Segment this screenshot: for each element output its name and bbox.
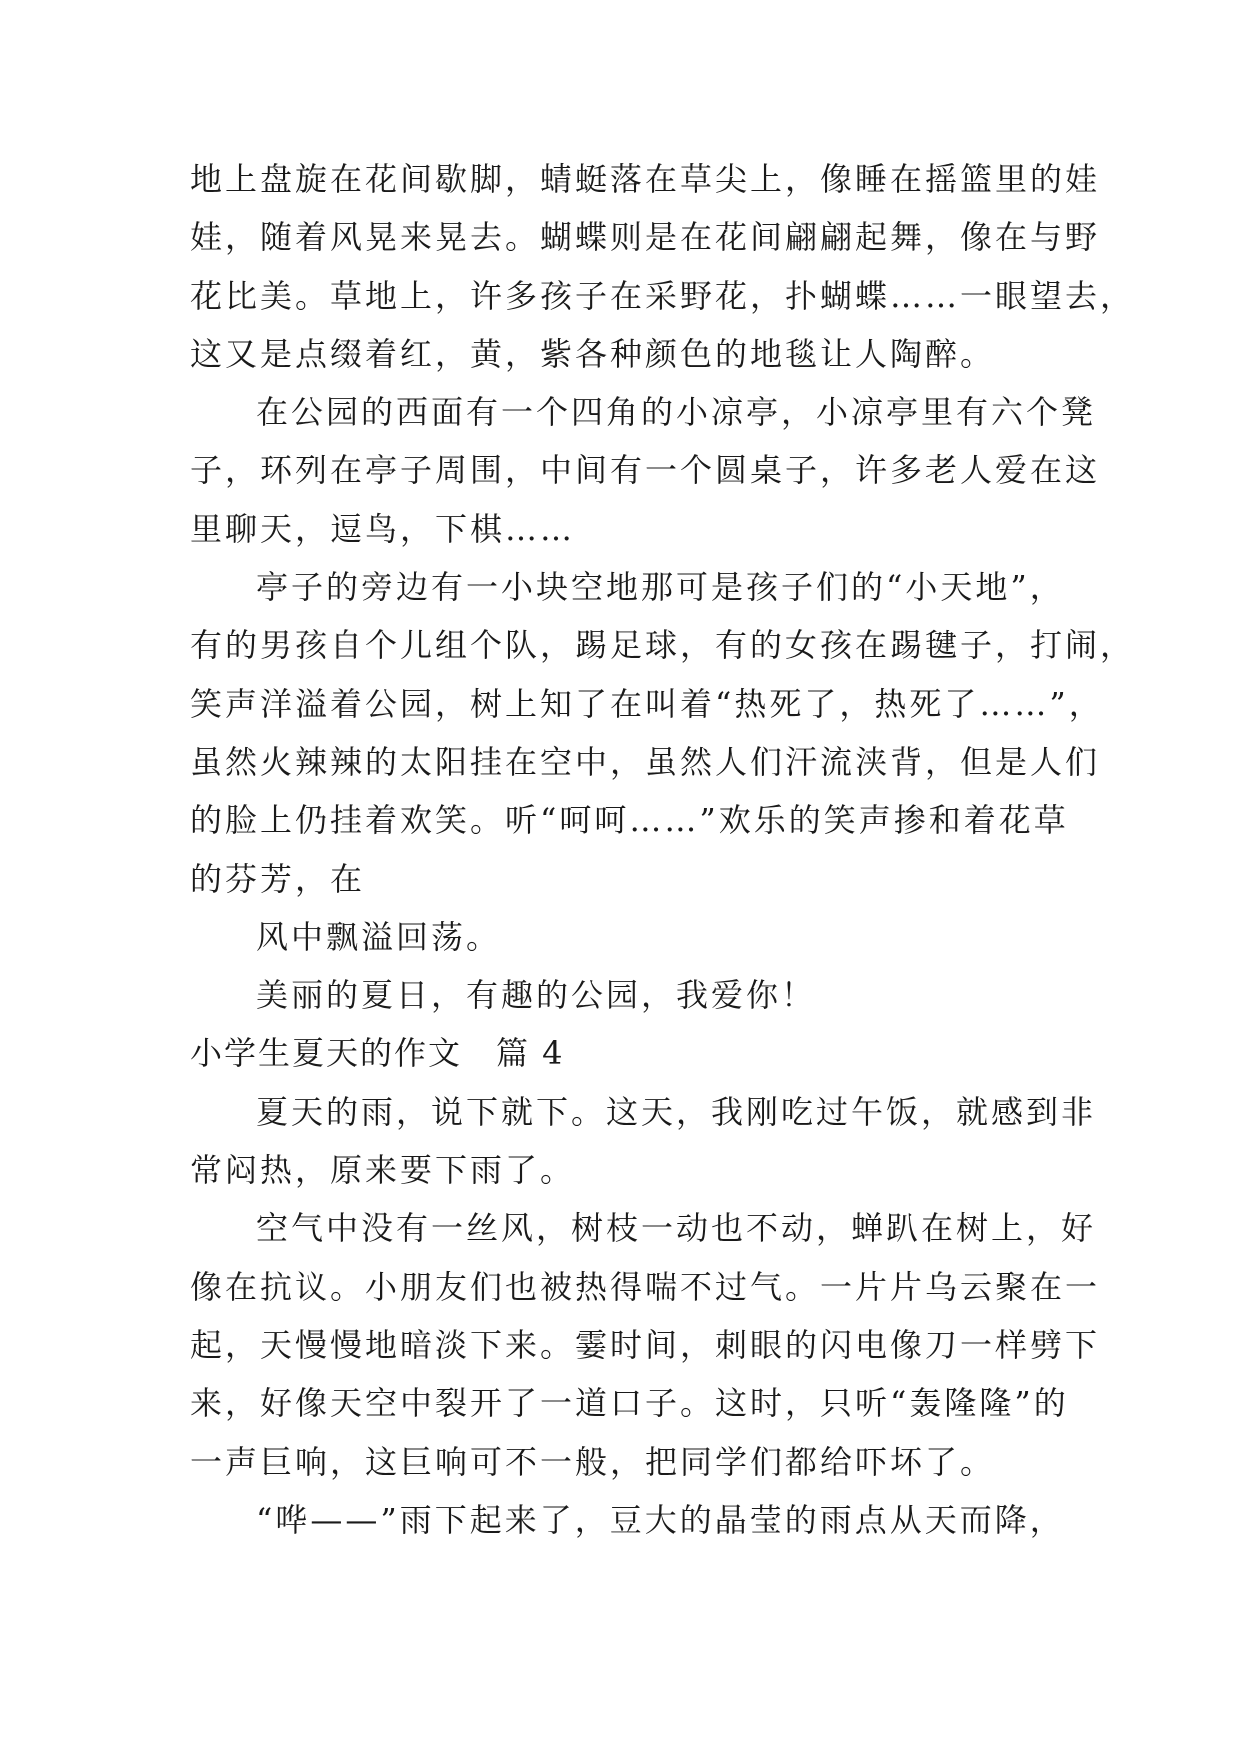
text-line: 起，天慢慢地暗淡下来。霎时间，刺眼的闪电像刀一样劈下 — [190, 1325, 1101, 1364]
text-line: 花比美。草地上，许多孩子在采野花，扑蝴蝶……一眼望去， — [190, 276, 1136, 315]
paragraph-first-line: 风中飘溢回荡。 — [256, 917, 502, 956]
text-line: 娃，随着风晃来晃去。蝴蝶则是在花间翩翩起舞，像在与野 — [190, 218, 1101, 257]
essay-body — [190, 150, 1136, 1549]
text-line: 有的男孩自个儿组个队，踢足球，有的女孩在踢毽子，打闹， — [190, 626, 1136, 665]
text-line: 笑声洋溢着公园，树上知了在叫着“热死了，热死了……”， — [190, 684, 1104, 723]
paragraph-first-line: “哗——”雨下起来了，豆大的晶莹的雨点从天而降， — [256, 1500, 1065, 1539]
paragraph-first-line: 在公园的西面有一个四角的小凉亭，小凉亭里有六个凳 — [256, 393, 1097, 432]
paragraph-first-line: 夏天的雨，说下就下。这天，我刚吃过午饭，就感到非 — [256, 1092, 1097, 1131]
text-line: 的脸上仍挂着欢笑。听“呵呵……”欢乐的笑声掺和着花草 — [190, 801, 1069, 840]
text-line: 里聊天，逗鸟，下棋…… — [190, 509, 576, 548]
section-heading: 小学生夏天的作文 篇 4 — [190, 1034, 565, 1073]
text-line: 的芬芳，在 — [190, 859, 366, 898]
text-line: 像在抗议。小朋友们也被热得喘不过气。一片片乌云聚在一 — [190, 1267, 1101, 1306]
paragraph-first-line: 美丽的夏日，有趣的公园，我爱你！ — [256, 976, 817, 1015]
text-line: 一声巨响，这巨响可不一般，把同学们都给吓坏了。 — [190, 1442, 996, 1481]
text-line: 地上盘旋在花间歇脚，蜻蜓落在草尖上，像睡在摇篮里的娃 — [190, 160, 1101, 198]
text-line: 虽然火辣辣的太阳挂在空中，虽然人们汗流浃背，但是人们 — [190, 742, 1101, 781]
text-line: 常闷热，原来要下雨了。 — [190, 1151, 576, 1190]
text-line: 这又是点缀着红，黄，紫各种颜色的地毯让人陶醉。 — [190, 334, 996, 373]
paragraph-first-line: 空气中没有一丝风，树枝一动也不动，蝉趴在树上，好 — [256, 1209, 1097, 1248]
text-line: 子，环列在亭子周围，中间有一个圆桌子，许多老人爱在这 — [190, 451, 1101, 490]
paragraph-first-line: 亭子的旁边有一小块空地那可是孩子们的“小天地”， — [256, 568, 1065, 607]
text-line: 来，好像天空中裂开了一道口子。这时，只听“轰隆隆”的 — [190, 1384, 1069, 1423]
